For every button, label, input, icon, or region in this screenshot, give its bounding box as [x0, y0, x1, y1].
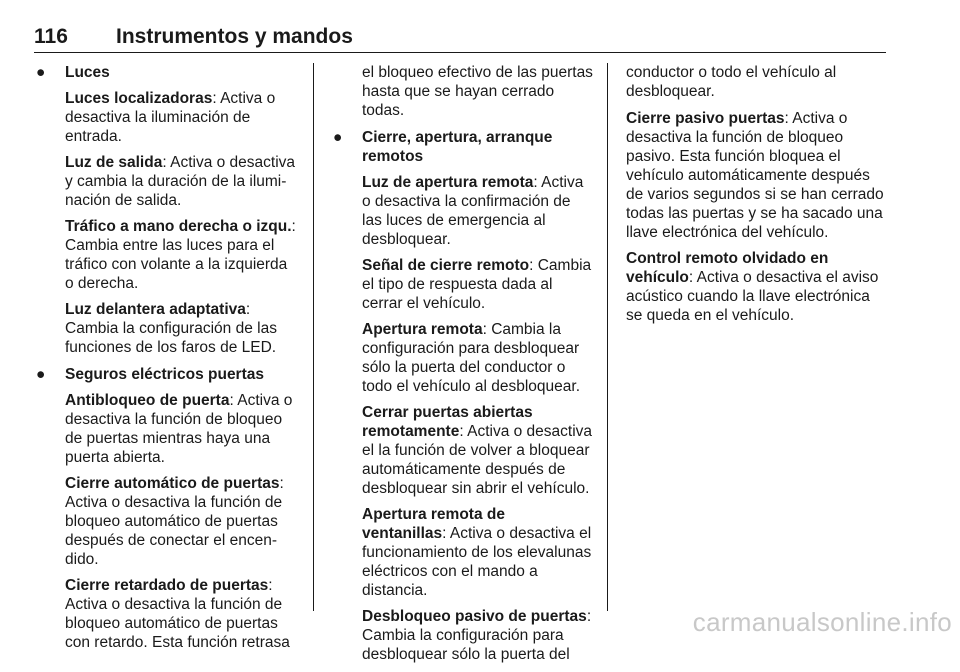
setting-desc: : Activa o desactiva la confirmación de las luces de emergencia al desbloquear. — [362, 174, 584, 248]
column-divider — [607, 63, 608, 611]
setting-item — [362, 173, 593, 249]
setting-term: Cerrar puertas abiertas remotamente — [362, 404, 533, 440]
setting-desc: : Activa o desactiva el funcionamiento de los elevalunas eléctricos con el mando a distancia. — [362, 525, 592, 599]
page-header — [34, 26, 886, 53]
setting-item — [65, 391, 300, 467]
setting-term: Luces localizadoras — [65, 90, 213, 107]
setting-term: Luz de apertura remota — [362, 174, 534, 191]
setting-desc: : Activa o desactiva la función de bloqueo automático de puertas con retardo. Esta función retrasa — [65, 577, 290, 651]
setting-term: Apertura remota de ventanillas — [362, 506, 505, 542]
setting-item — [362, 607, 593, 664]
watermark: carmanualsonline.info — [692, 607, 952, 637]
setting-item — [362, 403, 593, 498]
setting-term: Cierre retardado de puertas — [65, 577, 269, 594]
setting-term: Cierre pasivo puertas — [626, 110, 785, 127]
page-title: Instrumentos y mandos — [116, 25, 353, 48]
setting-item — [362, 320, 593, 396]
setting-desc: : Cambia la configuración para desbloquear sólo la puerta del conductor o todo el vehículo al desbloquear. — [362, 321, 581, 395]
setting-desc: : Cambia la configuración para desbloquear sólo la puerta del — [362, 608, 592, 663]
setting-item — [65, 153, 300, 210]
setting-item — [65, 89, 300, 146]
setting-item — [626, 249, 888, 325]
setting-item — [65, 474, 300, 569]
setting-term: Control remoto olvidado en vehículo — [626, 250, 829, 286]
setting-item — [362, 256, 593, 313]
section-title: Luces — [65, 64, 110, 81]
setting-desc: : Activa o desactiva la función de bloqueo de puertas mientras haya una puerta abierta. — [65, 392, 293, 466]
setting-term: Desbloqueo pasivo de puertas — [362, 608, 587, 625]
column-3 — [626, 63, 888, 332]
bullet-icon: ● — [36, 366, 46, 383]
continued-text: conductor o todo el vehículo al desbloquear. — [626, 64, 837, 100]
setting-desc: : Activa o desactiva la iluminación de entrada. — [65, 90, 276, 145]
setting-item — [362, 505, 593, 600]
setting-item — [65, 300, 300, 357]
setting-desc: : Activa o desactiva y cambia la duración de la iluminación de salida. — [65, 154, 296, 209]
setting-item — [65, 576, 300, 652]
setting-item — [65, 217, 300, 293]
column-2 — [331, 63, 593, 672]
section-title: Cierre, apertura, arranque remotos — [362, 129, 553, 165]
setting-term: Luz de salida — [65, 154, 163, 171]
setting-term: Señal de cierre remoto — [362, 257, 530, 274]
bullet-icon: ● — [36, 64, 46, 81]
continued-text: el bloqueo efectivo de las puertas hasta que se hayan cerrado todas. — [362, 64, 593, 119]
setting-desc: : Cambia entre las luces para el tráfico con volante a la izquierda o derecha. — [65, 218, 296, 292]
setting-desc: : Activa o desactiva el la función de volver a bloquear automáticamente después de desbloquear sin abrir el vehículo. — [362, 423, 593, 497]
setting-term: Antibloqueo de puerta — [65, 392, 230, 409]
setting-term: Apertura remota — [362, 321, 483, 338]
column-1 — [34, 63, 300, 660]
section-cierre-remotos — [331, 128, 593, 664]
setting-desc: : Activa o desactiva el aviso acústico cuando la llave electrónica se queda en el vehículo. — [626, 269, 879, 324]
setting-item — [626, 109, 888, 242]
setting-desc: : Cambia la configuración de las funciones de los faros de LED. — [65, 301, 277, 356]
section-title: Seguros eléctricos puertas — [65, 366, 264, 383]
setting-term: Tráfico a mano derecha o izqu. — [65, 218, 292, 235]
setting-term: Cierre automático de puertas — [65, 475, 280, 492]
bullet-icon: ● — [333, 129, 343, 146]
page-number: 116 — [34, 25, 68, 48]
section-seguros — [34, 365, 300, 652]
setting-desc: : Activa o desactiva la función de bloqueo automático de puertas después de conectar el encendido. — [65, 475, 284, 568]
setting-desc: : Cambia el tipo de respuesta dada al cerrar el vehículo. — [362, 257, 592, 312]
column-divider — [313, 63, 314, 611]
setting-desc: : Activa o desactiva la función de bloqueo pasivo. Esta función bloquea el vehículo automáticamente después de varios segundos si se han cerrado todas las puertas y se ha sacado una llave electrónica del vehículo. — [626, 110, 884, 241]
section-luces — [34, 63, 300, 357]
setting-term: Luz delantera adaptativa — [65, 301, 246, 318]
